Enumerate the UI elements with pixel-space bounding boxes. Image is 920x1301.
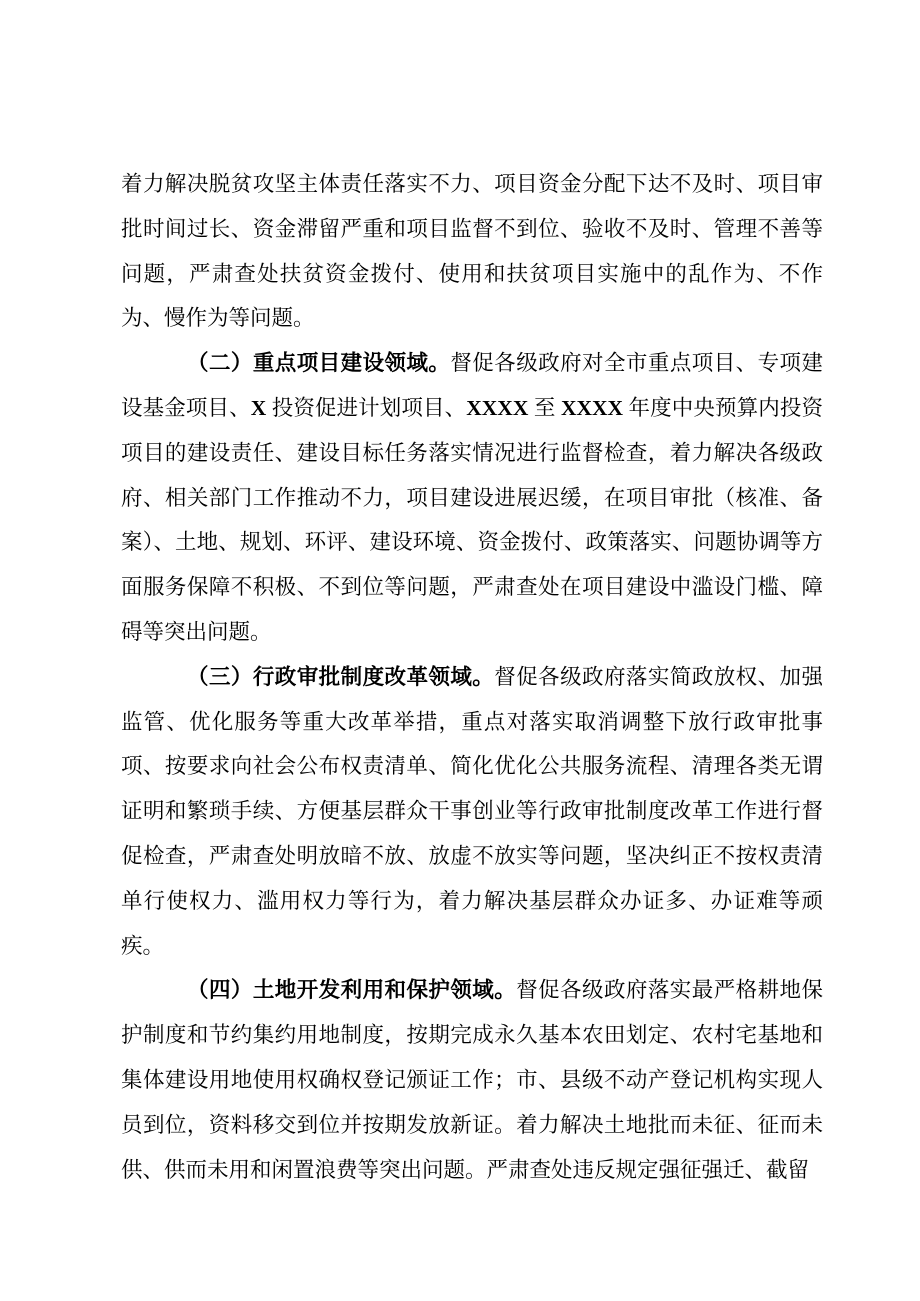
bold-text-run: （四）土地开发利用和保护领域。	[187, 978, 517, 1003]
bold-text-run: （二）重点项目建设领域。	[187, 351, 451, 376]
text-run: 督促各级政府落实最严格耕地保护制度和节约集约用地制度，按期完成永久基本农田划定、农村宅基地和集体建设用地使用权确权登记颁证工作；市、县级不动产登记机构实现人员到位，资料移交到位并按期发放新证。着力解决土地批而未征、征而未供、供而未用和闲置浪费等突出问题。严肃查处违反规定强征强迁、截留	[121, 978, 823, 1182]
paragraph	[121, 655, 823, 969]
bold-text-run: X	[250, 395, 267, 420]
text-run: 至	[528, 395, 561, 420]
bold-text-run: XXXX	[466, 395, 529, 420]
paragraph	[121, 968, 823, 1192]
paragraph	[121, 341, 823, 655]
text-run: 督促各级政府落实简政放权、加强监管、优化服务等重大改革举措，重点对落实取消调整下放行政审批事项、按要求向社会公布权责清单、简化优化公共服务流程、清理各类无谓证明和繁琐手续、方便基层群众干事创业等行政审批制度改革工作进行督促检查，严肃查处明放暗不放、放虚不放实等问题，坚决纠正不按权责清单行使权力、滥用权力等行为，着力解决基层群众办证多、办证难等顽疾。	[121, 664, 823, 958]
text-run: 年度中央预算内投资项目的建设责任、建设目标任务落实情况进行监督检查，着力解决各级政府、相关部门工作推动不力，项目建设进展迟缓，在项目审批（核准、备案）、土地、规划、环评、建设环境、资金拨付、政策落实、问题协调等方面服务保障不积极、不到位等问题，严肃查处在项目建设中滥设门槛、障碍等突出问题。	[121, 395, 823, 644]
text-run: 督促各级政府对全市重点项目、专项建设基金项目、	[121, 351, 823, 420]
bold-text-run: XXXX	[560, 395, 624, 420]
text-run: 投资促进计划项目、	[266, 395, 467, 420]
bold-text-run: （三）行政审批制度改革领域。	[187, 664, 495, 689]
paragraph	[121, 162, 823, 341]
text-run: 着力解决脱贫攻坚主体责任落实不力、项目资金分配下达不及时、项目审批时间过长、资金滞留严重和项目监督不到位、验收不及时、管理不善等问题，严肃查处扶贫资金拨付、使用和扶贫项目实施中的乱作为、不作为、慢作为等问题。	[121, 172, 823, 331]
document-body	[121, 162, 823, 1192]
